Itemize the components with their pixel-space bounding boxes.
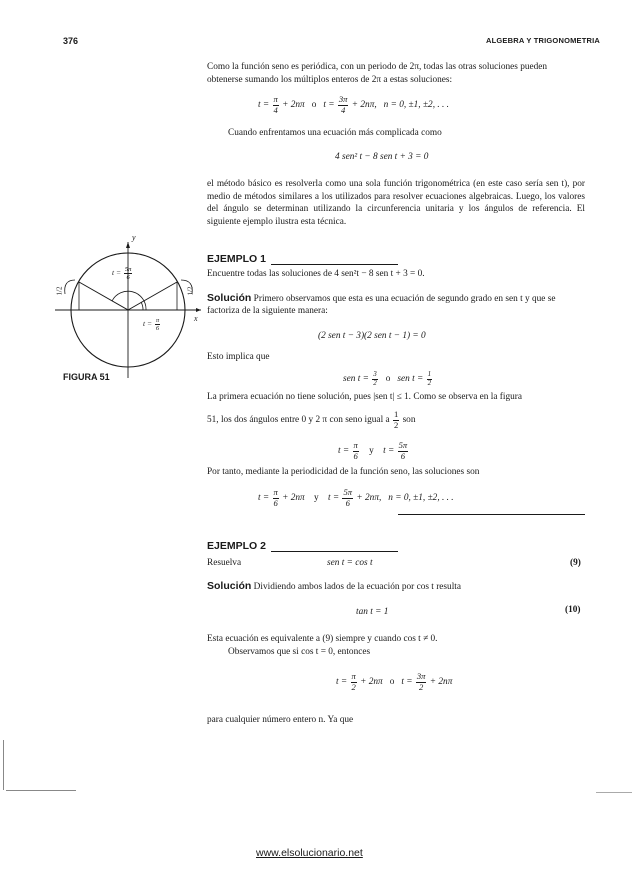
scan-edge-line-right: [596, 792, 632, 793]
figure-caption: FIGURA 51: [63, 372, 110, 382]
running-title: ALGEBRA Y TRIGONOMETRIA: [486, 36, 601, 45]
left-half-label: 1/2: [55, 286, 64, 296]
angle-arc-5pi-6: [112, 291, 146, 310]
right-half-label: 1/2: [186, 286, 195, 296]
solucion-label-2: Solución: [207, 580, 252, 592]
example-1-solution-line-2: factoriza de la siguiente manera:: [207, 306, 328, 316]
example-1-title: EJEMPLO 1: [207, 253, 266, 265]
example-2-solution-line: Solución Dividiendo ambos lados de la ecuación por cos t resulta: [207, 580, 461, 592]
dos-angulos-line: 51, los dos ángulos entre 0 y 2 π con seno igual a $\frac{1}{2}$ son: [207, 409, 416, 430]
equation-number-9: (9): [570, 558, 581, 568]
radius-pi-6: [128, 282, 177, 310]
x-axis-arrow-icon: [196, 308, 201, 312]
quadratic-equation: 4 sen² t − 8 sen t + 3 = 0: [335, 152, 429, 162]
example-1-solution-line-1: Solución Primero observamos que esta es una ecuación de segundo grado en sen t y que se: [207, 292, 556, 304]
final-solutions: t = $\frac{\pi}{6}$ + 2nπ y t = $\frac{5\pi}{6}$ + 2nπ, n = 0, ±1, ±2, . . .: [258, 487, 454, 508]
para-cualquier-line: para cualquier número entero n. Ya que: [207, 715, 354, 725]
intro-complicated-text: Cuando enfrentamos una ecuación más complicada como: [228, 128, 442, 138]
intro-line-2: obtenerse sumando los múltiplos enteros de 2π a estas soluciones:: [207, 75, 453, 85]
resuelva-text: Resuelva: [207, 558, 242, 568]
equivalente-line: Esta ecuación es equivalente a (9) siempre y cuando cos t ≠ 0.: [207, 634, 438, 644]
axis-y-label: y: [132, 233, 136, 242]
example-2-title: EJEMPLO 2: [207, 540, 266, 552]
tan-equation: tan t = 1: [356, 607, 389, 617]
equation-number-10: (10): [565, 605, 581, 615]
sen-cos-equation: sen t = cos t: [327, 558, 373, 568]
por-tanto-line: Por tanto, mediante la periodicidad de la función seno, las soluciones son: [207, 467, 480, 477]
angle-arc-pi-6: [141, 302, 143, 310]
scan-edge-left: [3, 740, 4, 790]
example-2-rule: [271, 551, 398, 552]
implica-text: Esto implica que: [207, 352, 270, 362]
angle-solutions: t = $\frac{\pi}{6}$ y t = $\frac{5\pi}{6}$: [338, 440, 408, 461]
example-1-end-rule: [398, 514, 585, 515]
intro-line-1: Como la función seno es periódica, con un periodo de 2π, todas las otras soluciones pueden: [207, 62, 548, 72]
primera-ecuacion-line: La primera ecuación no tiene solución, pues |sen t| ≤ 1. Como se observa en la figura: [207, 392, 523, 402]
angle-label-5pi-6: t = $\frac{5\pi}{6}$: [112, 266, 132, 281]
example-1-rule: [271, 264, 398, 265]
footer-url[interactable]: www.elsolucionario.net: [256, 847, 363, 859]
angle-label-pi-6: t = $\frac{\pi}{6}$: [143, 317, 160, 332]
y-axis-arrow-icon: [126, 242, 130, 248]
scan-edge-line: [6, 790, 76, 791]
observamos-line: Observamos que si cos t = 0, entonces: [228, 647, 371, 657]
factor-equation: (2 sen t − 3)(2 sen t − 1) = 0: [318, 331, 426, 341]
solucion-label: Solución: [207, 292, 252, 304]
unit-circle-figure: [55, 238, 205, 380]
example-1-statement: Encuentre todas las soluciones de 4 sen²t − 8 sen t + 3 = 0.: [207, 269, 425, 279]
intro-solution-equation: t = $\frac{\pi}{4}$ + 2nπ o t = $\frac{3\pi}{4}$ + 2nπ, n = 0, ±1, ±2, . . .: [258, 94, 449, 115]
cos-solutions: t = $\frac{\pi}{2}$ + 2nπ o t = $\frac{3\pi}{2}$ + 2nπ: [336, 671, 453, 692]
axis-x-label: x: [194, 314, 198, 323]
intro-paragraph: el método básico es resolverla como una sola función trigonométrica (en este caso sería sen t), por medio de métodos similares a los utilizados para resolver ecuaciones algebraicas. Luego, los valores del ángulo se determinan utilizando la circunferencia unitaria y los ángulos de referencia. El siguiente ejemplo ilustra esta técnica.: [207, 179, 585, 227]
page-number: 376: [63, 36, 79, 46]
sen-solutions: sen t = $\frac{3}{2}$ o sen t = $\frac{1}{2}$: [343, 370, 432, 387]
radius-5pi-6: [79, 282, 128, 310]
